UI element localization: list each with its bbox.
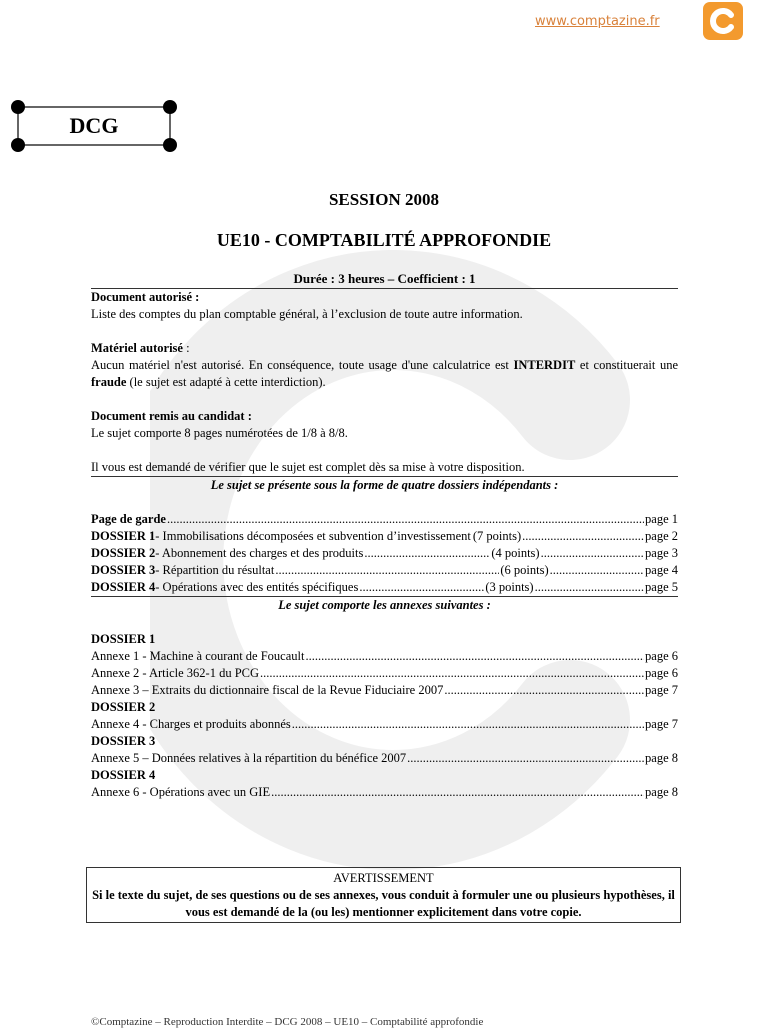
avertissement-box <box>86 867 681 923</box>
annexe-3: Annexe 3 – Extraits du dictionnaire fiscal de la Revue Fiduciaire 2007 ..... page 7 <box>91 682 678 699</box>
dcg-badge-label: DCG <box>69 113 119 138</box>
doc-autorise-text: Liste des comptes du plan comptable général, à l’exclusion de toute autre information. <box>91 307 523 321</box>
comptazine-logo-icon <box>703 2 743 40</box>
annexe-4: Annexe 4 - Charges et produits abonnés ..... page 7 <box>91 716 678 733</box>
verifier-text: Il vous est demandé de vérifier que le sujet est complet dès sa mise à votre disposition. <box>91 459 678 477</box>
annexes-dossier-3: DOSSIER 3 <box>91 734 156 748</box>
toc-row-dossier-3: DOSSIER 3 - Répartition du résultat ..... (6 points) ..... page 4 <box>91 562 678 579</box>
avertissement-title: AVERTISSEMENT <box>333 871 434 885</box>
toc-row-dossier-2: DOSSIER 2 - Abonnement des charges et des produits ..... (4 points) ..... page 3 <box>91 545 678 562</box>
dossiers-intro: Le sujet se présente sous la forme de quatre dossiers indépendants : <box>210 478 559 492</box>
annexe-5: Annexe 5 – Données relatives à la répartition du bénéfice 2007 ..... page 8 <box>91 750 678 767</box>
annexe-1: Annexe 1 - Machine à courant de Foucault ..... page 6 <box>91 648 678 665</box>
site-link[interactable]: www.comptazine.fr <box>535 14 660 29</box>
annexes-dossier-1: DOSSIER 1 <box>91 632 156 646</box>
annexes-dossier-4: DOSSIER 4 <box>91 768 156 782</box>
doc-remis-text: Le sujet comporte 8 pages numérotées de 1/8 à 8/8. <box>91 426 348 440</box>
session-title: SESSION 2008 <box>328 190 440 209</box>
doc-autorise-title: Document autorisé : <box>91 290 200 304</box>
annexe-6: Annexe 6 - Opérations avec un GIE ..... page 8 <box>91 784 678 801</box>
annexe-2: Annexe 2 - Article 362-1 du PCG ..... page 6 <box>91 665 678 682</box>
ue-title: UE10 - COMPTABILITÉ APPROFONDIE <box>216 230 552 250</box>
page-footer: ©Comptazine – Reproduction Interdite – DCG 2008 – UE10 – Comptabilité approfondie <box>91 1016 484 1028</box>
doc-remis-title: Document remis au candidat : <box>91 409 252 423</box>
toc-row-dossier-4: DOSSIER 4 - Opérations avec des entités spécifiques ..... (3 points) ..... page 5 <box>91 579 678 597</box>
materiel-text: Aucun matériel n'est autorisé. En conséquence, toute usage d'une calculatrice est INTERDIT et constituerait une fraude (le sujet est adapté à cette interdiction). <box>91 358 678 389</box>
duree-line: Durée : 3 heures – Coefficient : 1 <box>91 270 678 289</box>
toc-row-dossier-1: DOSSIER 1 - Immobilisations décomposées et subvention d’investissement (7 points) ..... page 2 <box>91 528 678 545</box>
annexes-intro: Le sujet comporte les annexes suivantes : <box>278 598 491 612</box>
materiel-title: Matériel autorisé : <box>91 341 190 355</box>
avertissement-text: Si le texte du sujet, de ses questions ou de ses annexes, vous conduit à formuler une ou plusieurs hypothèses, il vous est demandé de la (ou les) mentionner explicitement dans votre copie. <box>92 888 675 919</box>
toc-row-garde: Page de garde ..... page 1 <box>91 511 678 528</box>
annexes-dossier-2: DOSSIER 2 <box>91 700 156 714</box>
exam-content <box>91 270 678 801</box>
